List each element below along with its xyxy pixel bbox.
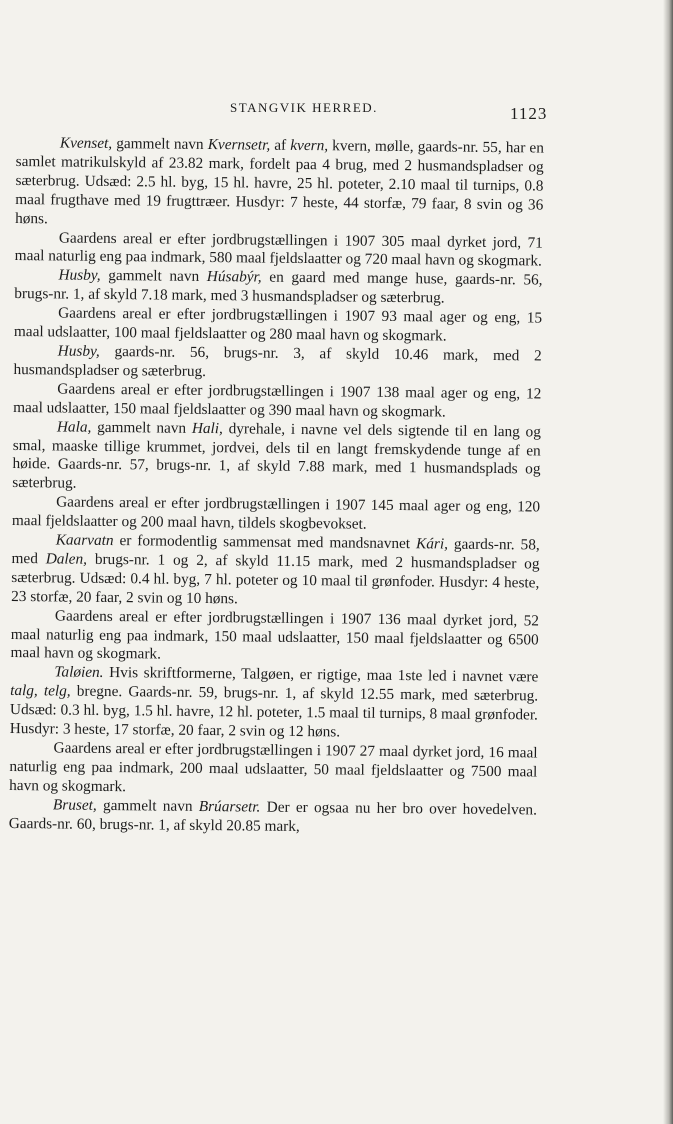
farm-name: Kvenset,	[59, 134, 113, 153]
body-text	[9, 134, 544, 839]
farm-name: Taløien.	[54, 663, 104, 682]
paragraph-areal-taloien: Gaardens areal er efter jordbrugstællingen i 1907 27 maal dyrket jord, 16 maal naturlig eng paa indmark, 200 maal udslaatter, 50 maal fjeldslaatter og 7500 maal havn og skogmark.	[9, 739, 538, 795]
etymology-word: kvern,	[290, 136, 329, 155]
page-number: 1123	[510, 104, 548, 123]
farm-name: Husby,	[58, 266, 101, 285]
paragraph-husby-3: Husby, gaards-nr. 56, brugs-nr. 3, af skyld 10.46 mark, med 2 husmandspladser og sæterbrug.	[13, 342, 542, 380]
old-name: Brúarsetr.	[198, 797, 261, 816]
paragraph-kvenset: Kvenset, gammelt navn Kvernsetr, af kvern, kvern, mølle, gaards-nr. 55, har en samlet matrikulskyld af 23.82 mark, fordelt paa 4 brug, med 2 husmandspladser og sæterbrug. Udsæd: 2.5 hl. byg, 15 hl. havre, 25 hl. poteter, 2.10 maal til turnips, 0.8 maal frugthave med 19 frugttræer. Husdyr: 7 heste, 44 storfæ, 79 faar, 8 svin og 36 høns.	[15, 134, 544, 227]
paragraph-bruset: Bruset, gammelt navn Brúarsetr. Der er ogsaa nu her bro over hovedelven. Gaards-nr. 60, brugs-nr. 1, af skyld 20.85 mark,	[8, 796, 538, 835]
farm-name: Bruset,	[52, 796, 97, 814]
running-title: STANGVIK HERRED.	[230, 100, 378, 115]
paragraph-areal-hala: Gaardens areal er efter jordbrugstællingen i 1907 145 maal ager og eng, 120 maal fjeldslaatter og 200 maal havn, tildels skogbevokset.	[11, 493, 541, 533]
page-edge-shadow	[663, 0, 673, 1124]
sub-farm-name: Dalen,	[45, 550, 88, 568]
paragraph-areal-kvenset: Gaardens areal er efter jordbrugstællingen i 1907 305 maal dyrket jord, 71 maal naturlig eng paa indmark, 580 maal fjeldslaatter og 720 maal havn og skogmark.	[14, 228, 543, 270]
old-name: Hali,	[191, 419, 224, 437]
paragraph-taloien: Taløien. Hvis skriftformerne, Talgøen, er rigtige, maa 1ste led i navnet være talg, telg, bregne. Gaards-nr. 59, brugs-nr. 1, af skyld 12.55 mark, med sæterbrug. Udsæd: 0.3 hl. byg, 1.5 hl. havre, 12 hl. poteter, 1.5 maal til turnips, 8 maal grønfoder. Husdyr: 3 heste, 17 storfæ, 20 faar, 2 svin og 12 høns.	[9, 663, 539, 741]
paragraph-areal-husby-3: Gaardens areal er efter jordbrugstællingen i 1907 138 maal ager og eng, 12 maal udslaatter, 150 maal fjeldslaatter og 390 maal havn og skogmark.	[13, 380, 542, 421]
etymology-word: talg, telg,	[10, 682, 71, 700]
farm-name: Husby,	[57, 342, 100, 360]
old-name: Kvernsetr,	[207, 136, 271, 154]
old-name: Kári,	[415, 535, 449, 553]
farm-name: Kaarvatn	[55, 531, 114, 550]
paragraph-hala: Hala, gammelt navn Hali, dyrehale, i navne vel dels sigtende til en lang og smal, maaske tillige krummet, jordvei, dels til en langt fremskydende tunge af en høide. Gaards-nr. 57, brugs-nr. 1, af skyld 7.88 mark, med 1 husmandsplads og sæterbrug.	[12, 418, 542, 492]
farm-name: Hala,	[56, 418, 92, 436]
old-name: Húsabýr,	[206, 268, 262, 286]
paragraph-areal-kaarvatn: Gaardens areal er efter jordbrugstællingen i 1907 136 maal dyrket jord, 52 maal naturlig eng paa indmark, 150 maal udslaatter, 150 maal fjeldslaatter og 6500 maal havn og skogmark.	[10, 607, 540, 664]
paragraph-husby-1: Husby, gammelt navn Húsabýr, en gaard med mange huse, gaards-nr. 56, brugs-nr. 1, af skyld 7.18 mark, med 3 husmandspladser og sæterbrug.	[14, 266, 543, 307]
running-head	[0, 100, 673, 126]
paragraph-kaarvatn: Kaarvatn er formodentlig sammensat med mandsnavnet Kári, gaards-nr. 58, med Dalen, brugs-nr. 1 og 2, af skyld 11.15 mark, med 2 husmandspladser og sæterbrug. Udsæd: 0.4 hl. byg, 7 hl. poteter og 10 maal til grønfoder. Husdyr: 4 heste, 23 storfæ, 20 faar, 2 svin og 10 høns.	[11, 531, 540, 608]
paragraph-areal-husby-1: Gaardens areal er efter jordbrugstællingen i 1907 93 maal ager og eng, 15 maal udslaatter, 100 maal fjeldslaatter og 280 maal havn og skogmark.	[13, 304, 543, 345]
